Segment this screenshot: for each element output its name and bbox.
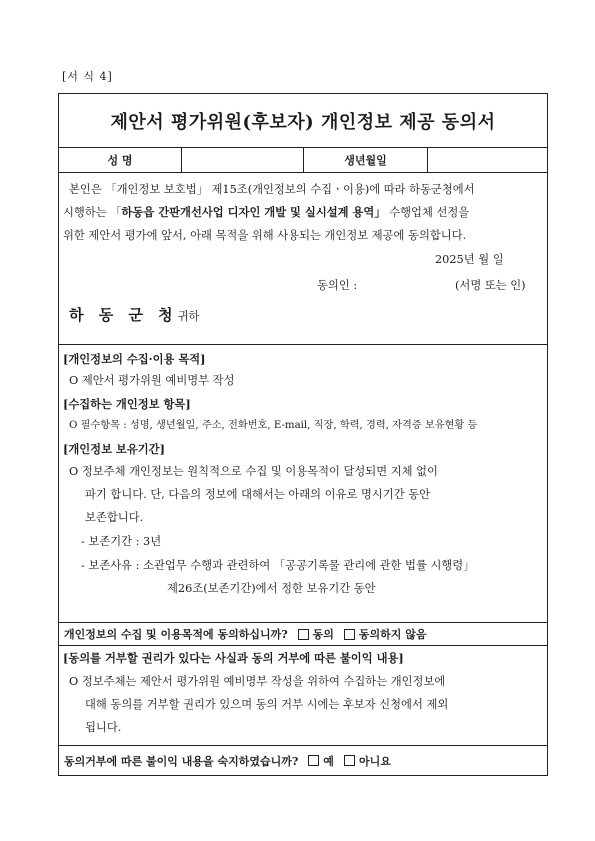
consent-form: [58, 93, 548, 776]
refusal-line-3: 됩니다.: [85, 721, 122, 734]
retention-reason-1: - 보존사유 : 소관업무 수행과 관련하여 「공공기록물 관리에 관한 법률 시행령」: [81, 559, 475, 572]
items-heading: [수집하는 개인정보 항목]: [63, 397, 191, 411]
form-label: [서 식 4]: [62, 70, 113, 83]
retention-heading: [개인정보 보유기간]: [63, 442, 165, 456]
name-field[interactable]: [181, 148, 303, 172]
no-checkbox[interactable]: [344, 755, 355, 766]
signer-label: 동의인 :: [317, 279, 358, 292]
yes-checkbox[interactable]: [308, 755, 319, 766]
consent-line-3: 위한 제안서 평가에 앞서, 아래 목적을 위해 사용되는 개인정보 제공에 동의합니다.: [63, 229, 467, 242]
acknowledge-question-row: [59, 745, 547, 775]
consent-date[interactable]: 2025년 월 일: [435, 253, 504, 266]
yes-label: 예: [323, 754, 334, 768]
form-title: 제안서 평가위원(후보자) 개인정보 제공 동의서: [110, 111, 496, 133]
birth-field[interactable]: [427, 148, 547, 172]
purpose-item: O 제안서 평가위원 예비명부 작성: [69, 374, 235, 387]
retention-period: - 보존기간 : 3년: [81, 535, 162, 548]
retention-line-2: 파기 합니다. 단, 다음의 정보에 대해서는 아래의 이유로 명시기간 동안: [85, 488, 431, 501]
disagree-label: 동의하지 않음: [358, 628, 427, 641]
info-sections: [59, 344, 547, 622]
refusal-heading: [동의를 거부할 권리가 있다는 사실과 동의 거부에 따른 불이익 내용]: [63, 651, 404, 665]
consent-question: 개인정보의 수집 및 이용목적에 동의하십니까?: [64, 628, 288, 641]
consent-question-row: [59, 622, 547, 645]
retention-line-3: 보존합니다.: [85, 511, 144, 524]
birth-label: 생년월일: [303, 148, 427, 172]
addressee-suffix: 귀하: [177, 310, 200, 323]
retention-reason-2: 제26조(보존기간)에서 정한 보유기간 동안: [167, 582, 376, 595]
consent-line-1: 본인은 「개인정보 보호법」 제15조(개인정보의 수집ㆍ이용)에 따라 하동군청에서: [69, 183, 475, 196]
refusal-section: [59, 645, 547, 745]
purpose-heading: [개인정보의 수집·이용 목적]: [63, 352, 206, 366]
consent-line-2-post: 수행업체 선정을: [385, 206, 470, 219]
refusal-line-1: O 정보주체는 제안서 평가위원 예비명부 작성을 위하여 수집하는 개인정보에: [69, 675, 446, 688]
consent-statement: [59, 172, 547, 344]
signature-hint[interactable]: (서명 또는 인): [455, 279, 526, 292]
items-item: O 필수항목 : 성명, 생년월일, 주소, 전화번호, E-mail, 직장, 학력, 경력, 자격증 보유현황 등: [69, 420, 478, 431]
name-label: 성 명: [107, 154, 133, 167]
retention-line-1: O 정보주체 개인정보는 원칙적으로 수집 및 이용목적이 달성되면 지체 없이: [69, 465, 438, 478]
addressee: [69, 304, 199, 328]
acknowledge-question: 동의거부에 따른 불이익 내용을 숙지하였습니까?: [64, 754, 299, 768]
consent-line-2-pre: 시행하는 「: [63, 206, 122, 219]
agree-checkbox[interactable]: [298, 629, 309, 640]
no-label: 아니요: [358, 754, 391, 768]
refusal-line-2: 대해 동의를 거부할 권리가 있으며 동의 거부 시에는 후보자 신청에서 제외: [85, 698, 449, 711]
project-name: 하동읍 간판개선사업 디자인 개발 및 실시설계 용역」: [121, 205, 386, 219]
disagree-checkbox[interactable]: [344, 629, 355, 640]
consent-line-2: [63, 201, 469, 224]
agree-label: 동의: [312, 628, 334, 641]
name-birth-row: [59, 147, 547, 172]
addressee-name: 하 동 군 청: [69, 306, 178, 324]
